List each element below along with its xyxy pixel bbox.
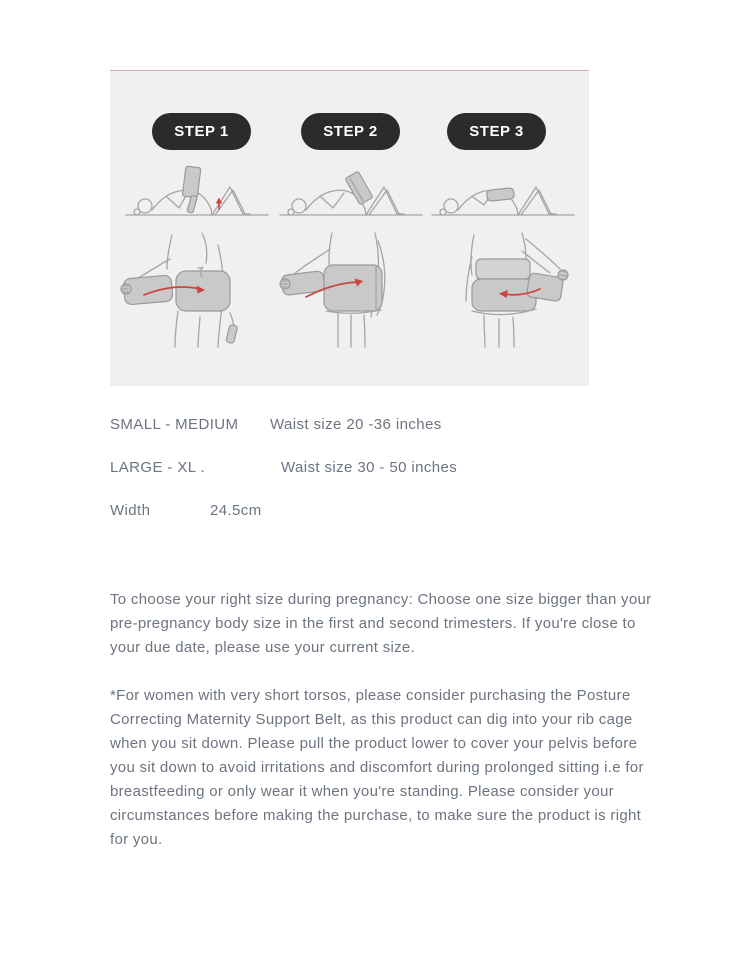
sizing-info	[110, 416, 457, 545]
size-value: 24.5cm	[210, 502, 262, 519]
size-advice-text	[110, 588, 655, 876]
pregnancy-sizing-paragraph: To choose your right size during pregnancy: Choose one size bigger than your pre-pregnancy body size in the first and second trimesters. If you're close to your due date, please use your current size.	[110, 591, 652, 656]
size-row-width	[110, 502, 457, 524]
step-1-badge: STEP 1	[152, 113, 251, 150]
size-row-small-medium	[110, 416, 457, 438]
step2-lying-figure-illustration	[276, 163, 426, 225]
size-label: SMALL - MEDIUM	[110, 416, 239, 433]
size-row-large-xl	[110, 459, 457, 481]
step-2-badge: STEP 2	[301, 113, 400, 150]
step3-lying-figure-illustration	[428, 163, 578, 225]
step-3-badge: STEP 3	[447, 113, 546, 150]
size-label: Width	[110, 502, 151, 519]
step1-belt-wrap-illustration	[118, 231, 268, 349]
size-value: Waist size 30 - 50 inches	[281, 459, 458, 476]
short-torso-note-paragraph: *For women with very short torsos, please consider purchasing the Posture Correcting Maternity Support Belt, as this product can dig into your rib cage when you sit down. Please pull the product lower to cover your pelvis before you sit down to avoid irritations and discomfort during prolonged sitting i.e for breastfeeding or only wear it when you're standing. Please consider your circumstances before making the purchase, to make sure the product is right for you.	[110, 687, 644, 848]
size-value: Waist size 20 -36 inches	[270, 416, 442, 433]
size-guide-image	[110, 70, 589, 386]
size-label: LARGE - XL .	[110, 459, 206, 476]
step3-belt-wrap-illustration	[428, 231, 578, 349]
step1-lying-figure-illustration	[122, 163, 272, 225]
step2-belt-wrap-illustration	[278, 231, 428, 349]
